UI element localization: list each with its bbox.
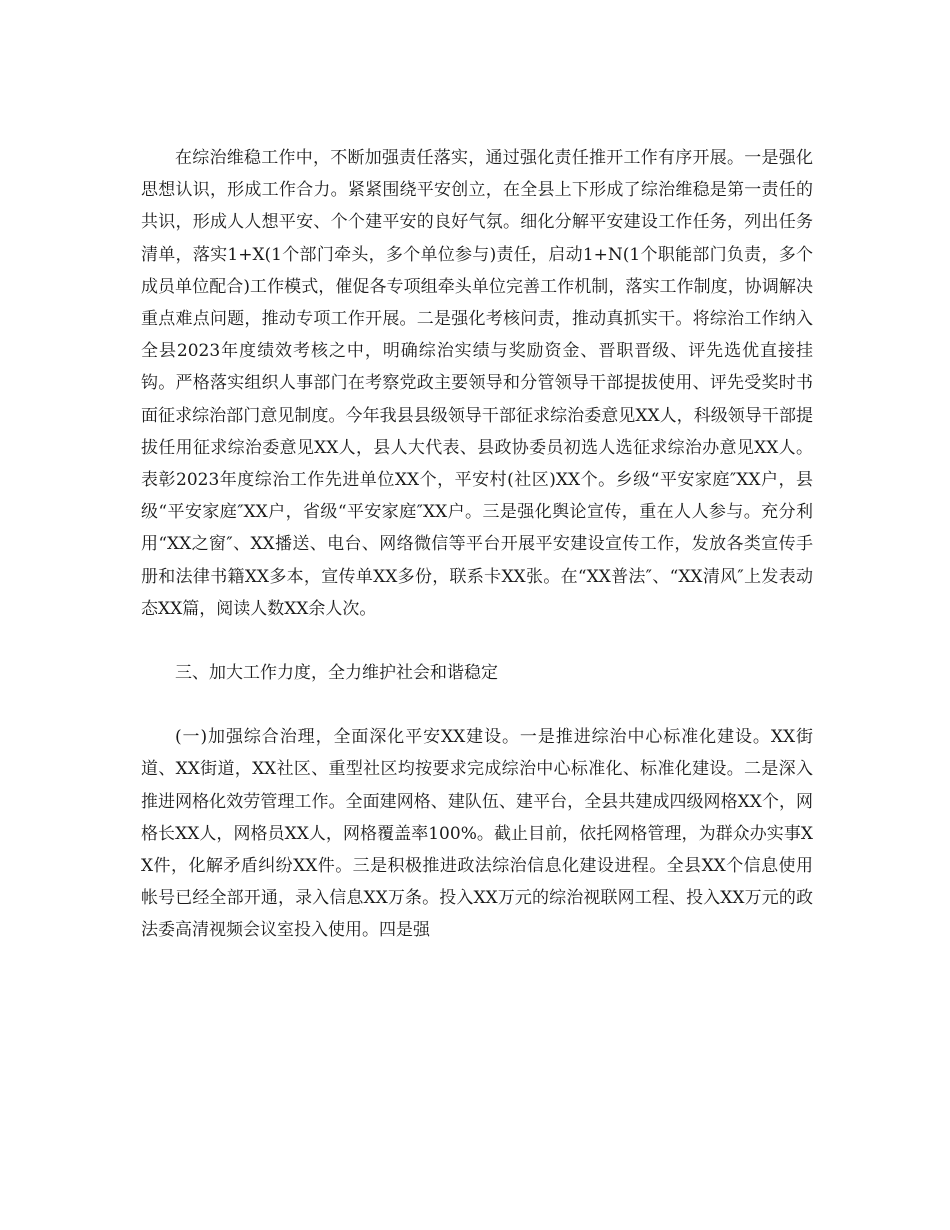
paragraph-responsibility: 在综治维稳工作中，不断加强责任落实，通过强化责任推开工作有序开展。一是强化思想认识，形成工作合力。紧紧围绕平安创立，在全县上下形成了综治维稳是第一责任的共识，形成人人想平安、个个建平安的良好气氛。细化分解平安建设工作任务，列出任务清单，落实1+X(1个部门牵头，多个单位参与)责任，启动1+N(1个职能部门负责，多个成员单位配合)工作模式，催促各专项组牵头单位完善工作机制，落实工作制度，协调解决重点难点问题，推动专项工作开展。二是强化考核问责，推动真抓实干。将综治工作纳入全县2023年度绩效考核之中，明确综治实绩与奖励资金、晋职晋级、评先选优直接挂钩。严格落实组织人事部门在考察党政主要领导和分管领导干部提拔使用、评先受奖时书面征求综治部门意见制度。今年我县县级领导干部征求综治委意见XX人，科级领导干部提拔任用征求综治委意见XX人，县人大代表、县政协委员初选人选征求综治办意见XX人。表彰2023年度综治工作先进单位XX个，平安村(社区)XX个。乡级“平安家庭″XX户，县级“平安家庭″XX户，省级“平安家庭″XX户。三是强化舆论宣传，重在人人参与。充分利用“XX之窗″、XX播送、电台、网络微信等平台开展平安建设宣传工作，发放各类宣传手册和法律书籍XX多本，宣传单XX多份，联系卡XX张。在“XX普法″、“XX清风″上发表动态XX篇，阅读人数XX余人次。	[141, 148, 813, 619]
section-heading-three: 三、加大工作力度，全力维护社会和谐稳定	[175, 663, 498, 684]
document-body	[141, 142, 813, 947]
paragraph-comprehensive-governance: (一)加强综合治理，全面深化平安XX建设。一是推进综治中心标准化建设。XX街道、XX街道，XX社区、重型社区均按要求完成综治中心标准化、标准化建设。二是深入推进网格化效劳管理工作。全面建网格、建队伍、建平台，全县共建成四级网格XX个，网格长XX人，网格员XX人，网格覆盖率100%。截止目前，依托网格管理，为群众办实事XX件，化解矛盾纠纷XX件。三是积极推进政法综治信息化建设进程。全县XX个信息使用帐号已经全部开通，录入信息XX万条。投入XX万元的综治视联网工程、投入XX万元的政法委高清视频会议室投入使用。四是强	[141, 727, 813, 941]
